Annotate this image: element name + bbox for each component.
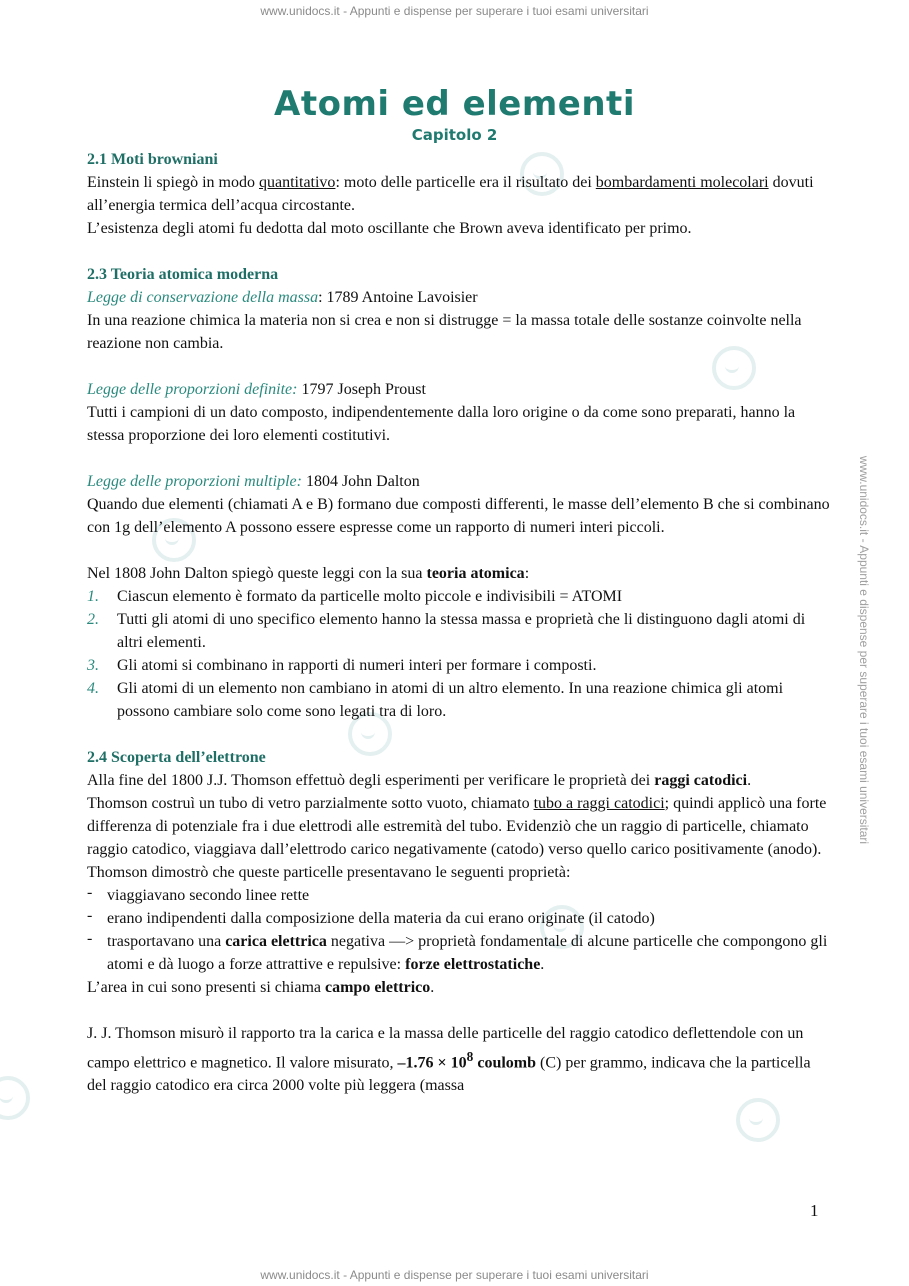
paragraph: L’esistenza degli atomi fu dedotta dal moto oscillante che Brown aveva identificato per primo. <box>87 220 692 237</box>
watermark-right: www.unidocs.it - Appunti e dispense per superare i tuoi esami universitari <box>857 455 872 845</box>
paragraph: Thomson dimostrò che queste particelle presentavano le seguenti proprietà: <box>87 864 571 881</box>
list-item: 1. Ciascun elemento è formato da particelle molto piccole e indivisibili = ATOMI <box>87 588 623 605</box>
section-heading-2-4: 2.4 Scoperta dell’elettrone <box>87 749 266 766</box>
paragraph: L’area in cui sono presenti si chiama campo elettrico. <box>87 979 435 996</box>
page-number: 1 <box>810 1201 819 1220</box>
underlined-term: bombardamenti molecolari <box>595 174 769 191</box>
list-item: - erano indipendenti dalla composizione della materia da cui erano originate (il catodo) <box>87 907 655 927</box>
watermark-logo-icon <box>736 1098 780 1142</box>
list-item: 4. Gli atomi di un elemento non cambiano in atomi di un altro elemento. In una reazione chimica gli atomi possono cambiare solo come sono legati tra di loro. <box>87 680 784 720</box>
watermark-bottom: www.unidocs.it - Appunti e dispense per superare i tuoi esami universitari <box>260 1268 649 1282</box>
paragraph: Alla fine del 1800 J.J. Thomson effettuò degli esperimenti per verificare le proprietà dei raggi catodici. <box>87 772 752 789</box>
underlined-term: tubo a raggi catodici <box>533 795 665 812</box>
law-title: Legge delle proporzioni definite: 1797 Joseph Proust <box>87 381 426 398</box>
paragraph: J. J. Thomson misurò il rapporto tra la carica e la massa delle particelle del raggio catodico deflettendole con un campo elettrico e magnetico. Il valore misurato, $-1.76 \times 10^8$ coulomb (C) per grammo, indicava che la particella del raggio catodico era circa 2000 volte più leggera (massa <box>87 1025 811 1095</box>
list-item: 2. Tutti gli atomi di uno specifico elemento hanno la stessa massa e proprietà che li distinguono dagli atomi di altri elementi. <box>87 611 806 651</box>
section-heading-2-1: 2.1 Moti browniani <box>87 151 218 168</box>
underlined-term: quantitativo <box>259 174 336 191</box>
law-title: Legge di conservazione della massa: 1789 Antoine Lavoisier <box>87 289 478 306</box>
numbered-list <box>87 585 832 723</box>
paragraph: Quando due elementi (chiamati A e B) formano due composti differenti, le masse dell’elemento B che si combinano con 1g dell’elemento A possono essere espresse come un rapporto di numeri interi piccoli. <box>87 496 830 536</box>
paragraph: Tutti i campioni di un dato composto, indipendentemente dalla loro origine o da come sono preparati, hanno la stessa proporzione dei loro elementi costitutivi. <box>87 404 796 444</box>
list-item: 3. Gli atomi si combinano in rapporti di numeri interi per formare i composti. <box>87 657 597 674</box>
dash-list <box>87 884 832 976</box>
paragraph: Thomson costruì un tubo di vetro parzialmente sotto vuoto, chiamato tubo a raggi catodici; quindi applicò una forte differenza di potenziale fra i due elettrodi alle estremità del tubo. Evidenziò che un raggio di particelle, chiamato raggio catodico, viaggiava dall’elettrodo carico negativamente (catodo) verso quello carico positivamente (anodo). <box>87 795 827 858</box>
paragraph: Nel 1808 John Dalton spiegò queste leggi con la sua teoria atomica: <box>87 565 530 582</box>
section-heading-2-3: 2.3 Teoria atomica moderna <box>87 266 279 283</box>
chapter-subtitle: Capitolo 2 <box>411 126 498 144</box>
list-item: - trasportavano una carica elettrica negativa —> proprietà fondamentale di alcune particelle che compongono gli atomi e dà luogo a forze attrattive e repulsive: forze elettrostatiche. <box>87 930 828 973</box>
law-title: Legge delle proporzioni multiple: 1804 John Dalton <box>87 473 420 490</box>
document-body <box>87 148 832 1097</box>
paragraph: In una reazione chimica la materia non si crea e non si distrugge = la massa totale delle sostanze coinvolte nella reazione non cambia. <box>87 312 802 352</box>
watermark-top: www.unidocs.it - Appunti e dispense per superare i tuoi esami universitari <box>260 4 649 18</box>
list-item: - viaggiavano secondo linee rette <box>87 884 310 904</box>
page-title: Atomi ed elementi <box>274 84 635 124</box>
paragraph: Einstein li spiegò in modo quantitativo: moto delle particelle era il risultato dei bombardamenti molecolari dovuti all’energia termica dell’acqua circostante. <box>87 174 814 214</box>
watermark-logo-icon <box>0 1076 30 1120</box>
